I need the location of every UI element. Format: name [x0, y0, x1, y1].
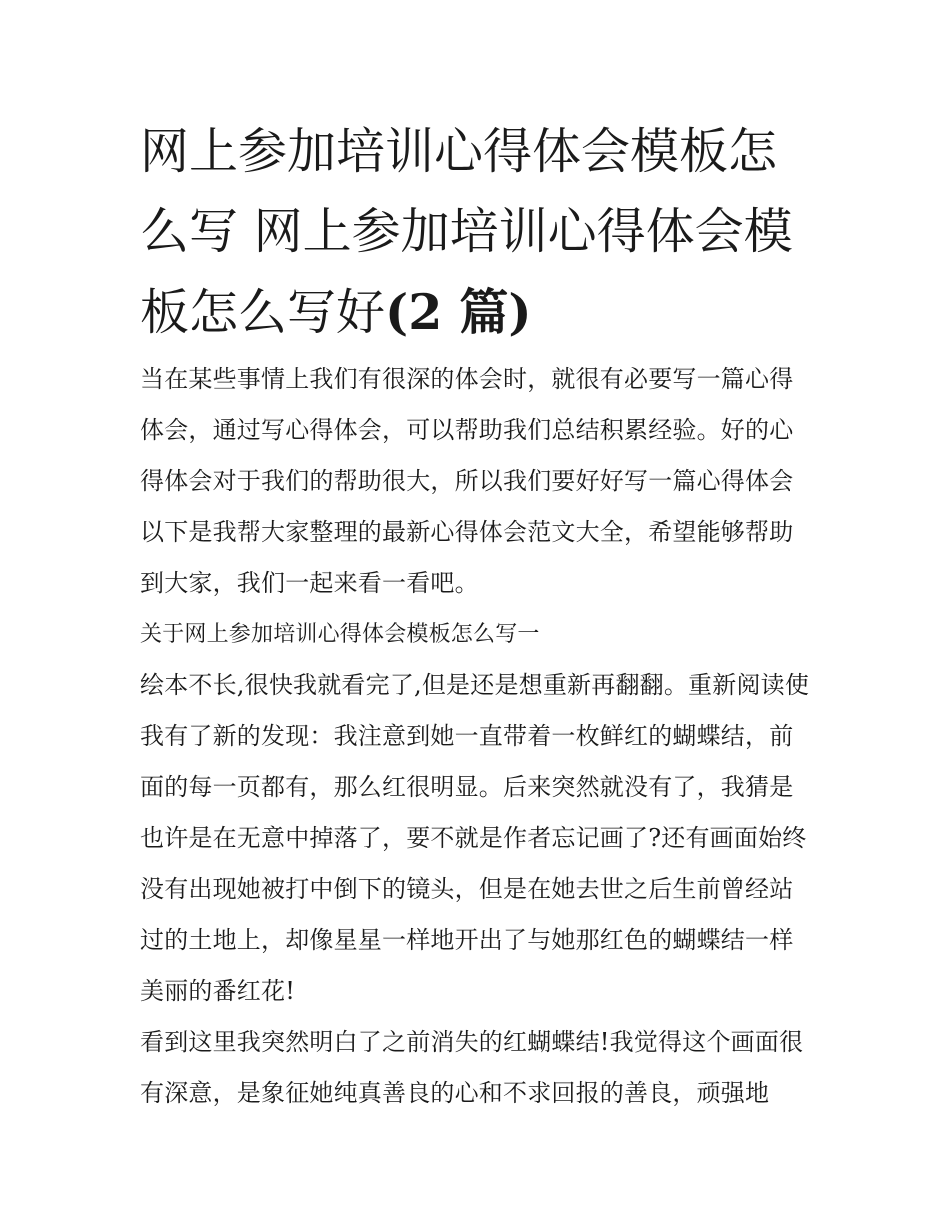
intro-paragraph: 当在某些事情上我们有很深的体会时，就很有必要写一篇心得体会，通过写心得体会，可以帮助我们总结积累经验。好的心得体会对于我们的帮助很大，所以我们要好好写一篇心得体会以下是我帮大家整理的最新心得体会范文大全，希望能够帮助到大家，我们一起来看一看吧。	[140, 365, 794, 597]
title-main: 网上参加培训心得体会模板怎么写 网上参加培训心得体会模板怎么写好	[140, 123, 793, 341]
title-suffix: (2 篇)	[385, 283, 532, 341]
body-paragraph-1: 绘本不长,很快我就看完了,但是还是想重新再翻翻。重新阅读使我有了新的发现：我注意到她一直带着一枚鲜红的蝴蝶结，前面的每一页都有，那么红很明显。后来突然就没有了，我猜是也许是在无意中掉落了，要不就是作者忘记画了?还有画面始终没有出现她被打中倒下的镜头，但是在她去世之后生前曾经站过的土地上，却像星星一样地开出了与她那红色的蝴蝶结一样美丽的番红花!	[140, 671, 810, 1005]
page-title	[140, 112, 812, 353]
section-heading: 关于网上参加培训心得体会模板怎么写一	[140, 622, 540, 647]
body-paragraph-2: 看到这里我突然明白了之前消失的红蝴蝶结!我觉得这个画面很有深意，是象征她纯真善良的心和不求回报的善良，顽强地	[140, 1028, 804, 1107]
document-body	[140, 354, 812, 1119]
